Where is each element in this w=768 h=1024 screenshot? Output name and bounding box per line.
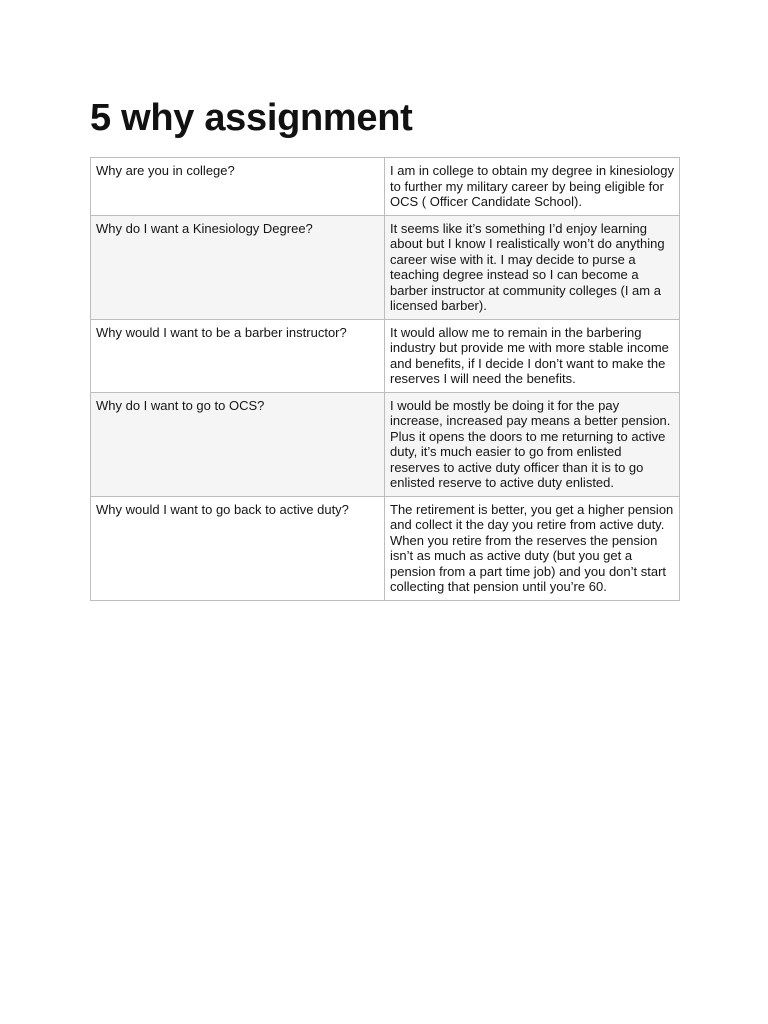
page-title: 5 why assignment (90, 97, 413, 139)
five-why-table (90, 157, 680, 601)
question-cell: Why would I want to go back to active duty? (91, 496, 385, 600)
table-row (91, 215, 680, 319)
answer-cell: I am in college to obtain my degree in kinesiology to further my military career by being eligible for OCS ( Officer Candidate School). (385, 158, 680, 216)
question-cell: Why do I want to go to OCS? (91, 392, 385, 496)
answer-cell: It seems like it’s something I’d enjoy learning about but I know I realistically won’t do anything career wise with it. I may decide to purse a teaching degree instead so I can become a barber instructor at community colleges (I am a licensed barber). (385, 215, 680, 319)
answer-cell: It would allow me to remain in the barbering industry but provide me with more stable income and benefits, if I decide I don’t want to make the reserves I will need the benefits. (385, 319, 680, 392)
answer-cell: I would be mostly be doing it for the pay increase, increased pay means a better pension. Plus it opens the doors to me returning to active duty, it’s much easier to go from enlisted reserves to active duty officer than it is to go enlisted reserve to active duty enlisted. (385, 392, 680, 496)
table-row (91, 319, 680, 392)
table-row (91, 496, 680, 600)
table-row (91, 158, 680, 216)
question-cell: Why do I want a Kinesiology Degree? (91, 215, 385, 319)
question-cell: Why would I want to be a barber instructor? (91, 319, 385, 392)
question-cell: Why are you in college? (91, 158, 385, 216)
table-row (91, 392, 680, 496)
answer-cell: The retirement is better, you get a higher pension and collect it the day you retire from active duty. When you retire from the reserves the pension isn’t as much as active duty (but you get a pension from a part time job) and you don’t start collecting that pension until you’re 60. (385, 496, 680, 600)
